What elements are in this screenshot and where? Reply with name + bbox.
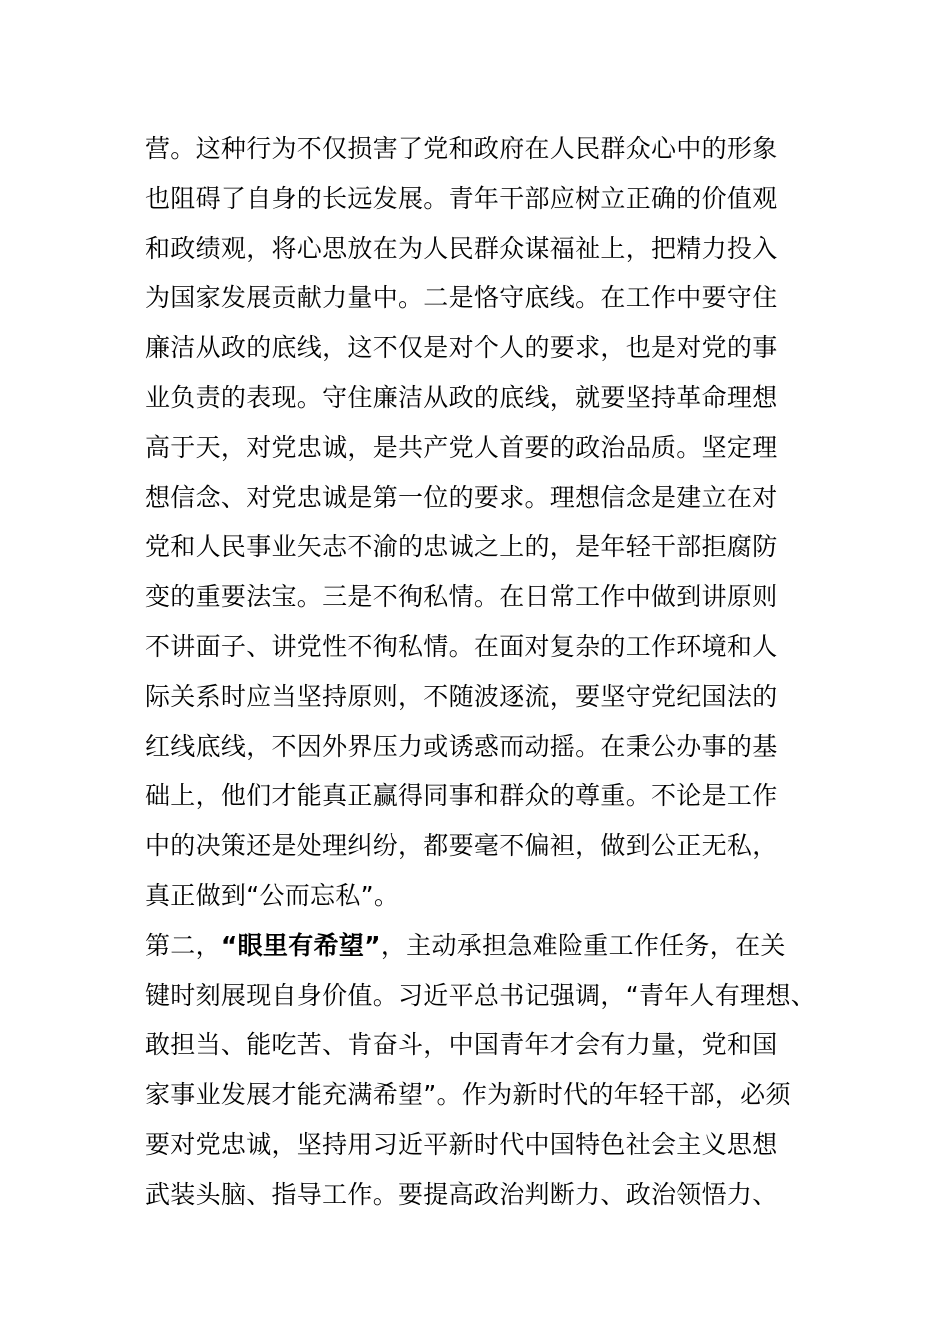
text-line-1: 营。这种行为不仅损害了党和政府在人民群众心中的形象 [145,134,778,163]
text-line-16: 真正做到“公而忘私”。 [145,880,400,910]
text-line-13: 红线底线，不因外界压力或诱惑而动摇。在秉公办事的基 [145,731,778,761]
document-body [145,124,815,1220]
text-line-21: 要对党忠诚，坚持用习近平新时代中国特色社会主义思想 [145,1129,778,1159]
text-line-20: 家事业发展才能充满希望”。作为新时代的年轻干部，必须 [145,1080,791,1110]
text-line-2: 也阻碍了自身的长远发展。青年干部应树立正确的价值观 [145,183,778,213]
text-line-22: 武装头脑、指导工作。要提高政治判断力、政治领悟力、 [145,1179,778,1209]
text-line-3: 和政绩观，将心思放在为人民群众谋福祉上，把精力投入 [145,233,778,263]
text-line-14: 础上，他们才能真正赢得同事和群众的尊重。不论是工作 [145,781,778,811]
paragraph-2-heading-line [145,921,815,971]
text-line-4: 为国家发展贡献力量中。二是恪守底线。在工作中要守住 [145,283,778,313]
text-line-9: 党和人民事业矢志不渝的忠诚之上的，是年轻干部拒腐防 [145,532,778,562]
text-line-11: 不讲面子、讲党性不徇私情。在面对复杂的工作环境和人 [145,631,778,661]
text-line-18: 键时刻展现自身价值。习近平总书记强调，“青年人有理想、 [145,980,817,1010]
paragraph-2-prefix: 第二， [145,930,221,960]
text-line-19: 敢担当、能吃苦、肯奋斗，中国青年才会有力量，党和国 [145,1030,778,1060]
text-line-15: 中的决策还是处理纠纷，都要毫不偏袒，做到公正无私， [145,831,778,861]
text-line-5: 廉洁从政的底线，这不仅是对个人的要求，也是对党的事 [145,333,778,363]
text-line-12: 际关系时应当坚持原则，不随波逐流，要坚守党纪国法的 [145,681,778,711]
text-line-6: 业负责的表现。守住廉洁从政的底线，就要坚持革命理想 [145,382,778,412]
paragraph-2-bold-phrase: “眼里有希望” [220,930,381,960]
text-line-7: 高于天，对党忠诚，是共产党人首要的政治品质。坚定理 [145,432,778,462]
text-line-8: 想信念、对党忠诚是第一位的要求。理想信念是建立在对 [145,482,778,512]
text-line-10: 变的重要法宝。三是不徇私情。在日常工作中做到讲原则 [145,582,778,612]
paragraph-2-suffix: ，主动承担急难险重工作任务，在关 [380,930,786,960]
